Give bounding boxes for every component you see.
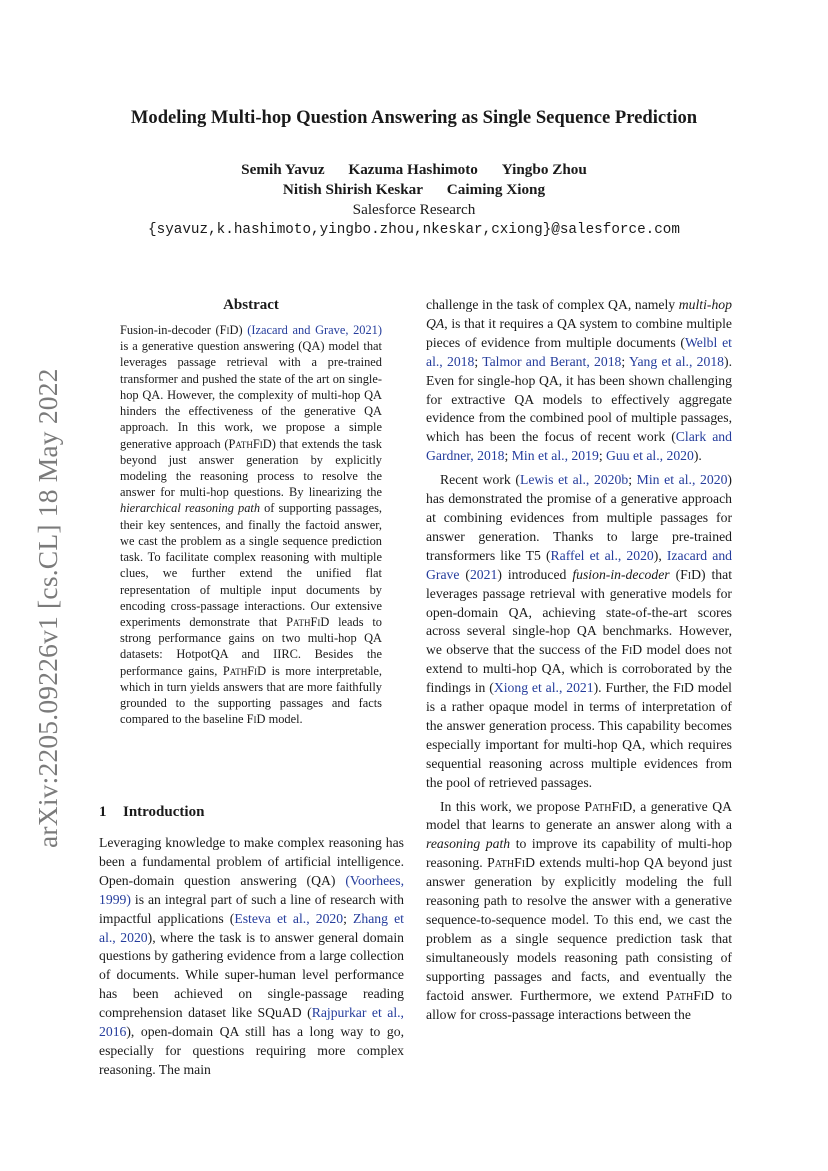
emphasis-text: multi-hop QA xyxy=(426,297,732,331)
pathfid-term: PathFiD xyxy=(222,663,267,678)
body-text: ; xyxy=(504,448,512,464)
body-text: , a generative QA model that learns to generate an answer along with a xyxy=(426,798,733,833)
body-text: ), xyxy=(653,547,667,563)
body-text: ; xyxy=(598,448,607,464)
citation-link[interactable]: Welbl et al., 2018 xyxy=(426,334,732,369)
body-text: ( xyxy=(459,566,470,582)
citation-link[interactable]: Raffel et al., 2020 xyxy=(550,547,654,563)
fid-term: FiD xyxy=(673,680,694,696)
author-emails: {syavuz,k.hashimoto,yingbo.zhou,nkeskar,cxiong}@salesforce.com xyxy=(148,222,680,238)
abstract-text: model. xyxy=(265,712,303,727)
body-text: ; xyxy=(628,472,637,488)
body-text: ), where the task is to answer general domain questions by gathering evidence from a large collection of documents. While super-human level performance has been achieved on single-passage reading comprehension dataset like SQuAD ( xyxy=(99,929,404,1021)
arxiv-identifier-stamp: arXiv:2205.09226v1 [cs.CL] 18 May 2022 xyxy=(32,368,63,848)
author-line-1 xyxy=(0,160,828,180)
author-list xyxy=(0,160,828,200)
section-number: 1 xyxy=(99,804,107,820)
citation-link[interactable]: Clark and Gardner, 2018 xyxy=(426,429,732,464)
fid-term: FiD xyxy=(246,712,266,727)
body-text: ) has demonstrated the promise of a generative approach at combining evidences from multiple passages for answer generation. Thanks to large pre-trained transformers like T5 ( xyxy=(426,472,732,563)
body-text: ). Further, the xyxy=(593,680,674,696)
fid-term: FiD xyxy=(219,323,239,337)
pathfid-term: PathFiD xyxy=(666,987,715,1003)
affiliation: Salesforce Research xyxy=(352,201,476,218)
abstract-body xyxy=(120,322,382,727)
abstract-text: leads to strong performance gains on two multi-hop QA datasets: HotpotQA and IIRC. Besides the performance gains, xyxy=(120,614,382,678)
author-name: Nitish Shirish Keskar xyxy=(282,181,423,198)
body-text: Recent work ( xyxy=(440,472,520,488)
fid-term: FiD xyxy=(680,566,701,582)
abstract-text: ) that extends the task beyond just answer generation by explicitly modeling the reasoning process to resolve the answer for multi-hop questions. By linearizing the xyxy=(120,436,383,500)
body-text: Leveraging knowledge to make complex reasoning has been a fundamental problem of artificial intelligence. Open-domain question answering (QA) xyxy=(99,835,404,888)
paragraph xyxy=(426,296,732,466)
body-text: model does not extend to multi-hop QA, which is corroborated by the findings in ( xyxy=(426,642,732,696)
pathfid-term: PathFiD xyxy=(487,855,535,871)
body-text: ; xyxy=(474,353,483,369)
citation-link[interactable]: Yang et al., 2018 xyxy=(628,353,725,369)
citation-link[interactable]: Xiong et al., 2021 xyxy=(493,680,594,696)
pathfid-term: PathFiD xyxy=(228,436,272,451)
introduction-left-column xyxy=(99,834,404,1080)
body-text: ). Even for single-hop QA, it has been shown challenging for extractive QA models to effectively aggregate evidence from the combined pool of multiple passages, which has been the focus of recent work ( xyxy=(426,353,732,445)
body-text: challenge in the task of complex QA, namely xyxy=(426,297,679,312)
author-name: Semih Yavuz xyxy=(241,161,325,178)
body-text: ( xyxy=(669,566,681,582)
body-text: ) introduced xyxy=(497,566,573,582)
abstract-text: is a generative question answering (QA) model that leverages passage retrieval with a pre-trained transformer and pushed the state of the art on single-hop QA. However, the complexity of multi-hop QA hinders the effectiveness of the generative QA approach. In this work, we propose a simple generative approach ( xyxy=(120,339,382,451)
body-text: to improve its capability of multi-hop reasoning. xyxy=(426,836,732,871)
paper-title: Modeling Multi-hop Question Answering as Single Sequence Prediction xyxy=(130,107,698,128)
body-text: ) that leverages passage retrieval with generative models for open-domain QA, achieving state-of-the-art scores across several single-hop QA benchmarks. However, we observe that the success of the xyxy=(426,566,733,658)
citation-link[interactable]: Lewis et al., 2020b xyxy=(520,472,629,488)
citation-link[interactable]: 2021 xyxy=(469,566,498,582)
paragraph xyxy=(99,834,404,1080)
citation-link[interactable]: Zhang et al., 2020 xyxy=(99,910,404,945)
pathfid-term: PathFiD xyxy=(584,798,633,814)
citation-link[interactable]: Esteva et al., 2020 xyxy=(234,910,344,926)
citation-link[interactable]: Guu et al., 2020 xyxy=(606,448,694,464)
body-text: In this work, we propose xyxy=(440,798,585,814)
section-title: Introduction xyxy=(123,804,205,820)
section-heading-introduction xyxy=(99,802,409,822)
body-text: to allow for cross-passage interactions between the xyxy=(426,987,732,1022)
emphasis-text: reasoning path xyxy=(426,836,511,852)
author-line-2 xyxy=(0,180,828,200)
body-text: ). xyxy=(693,448,702,464)
emphasis-text: hierarchical reasoning path xyxy=(120,501,261,516)
abstract-text: Fusion-in-decoder ( xyxy=(120,323,220,337)
pathfid-term: PathFiD xyxy=(286,614,330,629)
abstract-text: is more interpretable, which in turn yields answers that are more faithfully grounded to the supporting passages and facts compared to the baseline xyxy=(120,663,382,727)
citation-link[interactable]: (Voorhees, 1999) xyxy=(99,872,404,907)
abstract-text: ) xyxy=(238,323,248,337)
citation-link[interactable]: Min et al., 2020 xyxy=(636,472,728,488)
author-name: Yingbo Zhou xyxy=(501,161,587,178)
paragraph xyxy=(426,471,732,792)
citation-link[interactable]: Talmor and Berant, 2018 xyxy=(482,353,622,369)
body-text: , is that it requires a QA system to combine multiple pieces of evidence from multiple documents ( xyxy=(426,315,732,350)
author-name: Kazuma Hashimoto xyxy=(348,161,478,178)
author-name: Caiming Xiong xyxy=(446,181,546,198)
body-text: is an integral part of such a line of research with impactful applications ( xyxy=(99,891,404,926)
body-text: extends multi-hop QA beyond just answer generation by explicitly modeling the full reasoning path to resolve the answer with a generative sequence-to-sequence model. To this end, we cast the problem as a single sequence prediction task that simultaneously models reasoning path consisting of supporting passages and facts, and eventually the factoid answer. Furthermore, we extend xyxy=(426,855,732,1003)
citation-link[interactable]: Izacard and Grave xyxy=(426,547,733,582)
body-text: ; xyxy=(343,910,354,926)
abstract-text: of supporting passages, their key sentences, and finally the factoid answer, we cast the problem as a single sequence prediction task. To facilitate complex reasoning with multiple clues, we further extend the unified flat representation of multiple input documents by encoding cross-passage interactions. Our extensive experiments demonstrate that xyxy=(120,501,382,629)
body-text: ), open-domain QA still has a long way to go, especially for questions requiring more complex reasoning. The main xyxy=(99,1024,404,1077)
abstract-heading: Abstract xyxy=(223,297,279,313)
introduction-right-column xyxy=(426,296,732,1024)
body-text: ; xyxy=(621,353,629,369)
body-text: model is a rather opaque model in terms of interpretation of the answer generation process. This capability becomes especially important for multi-hop QA, which requires sequential reasoning across multiple evidences from the pool of retrieved passages. xyxy=(426,680,732,790)
citation-link[interactable]: Min et al., 2019 xyxy=(511,448,599,464)
fid-term: FiD xyxy=(621,642,643,658)
emphasis-text: fusion-in-decoder xyxy=(572,566,670,582)
citation-link[interactable]: Rajpurkar et al., 2016 xyxy=(99,1005,404,1040)
citation-link[interactable]: (Izacard and Grave, 2021) xyxy=(247,323,382,337)
paragraph xyxy=(426,798,732,1025)
